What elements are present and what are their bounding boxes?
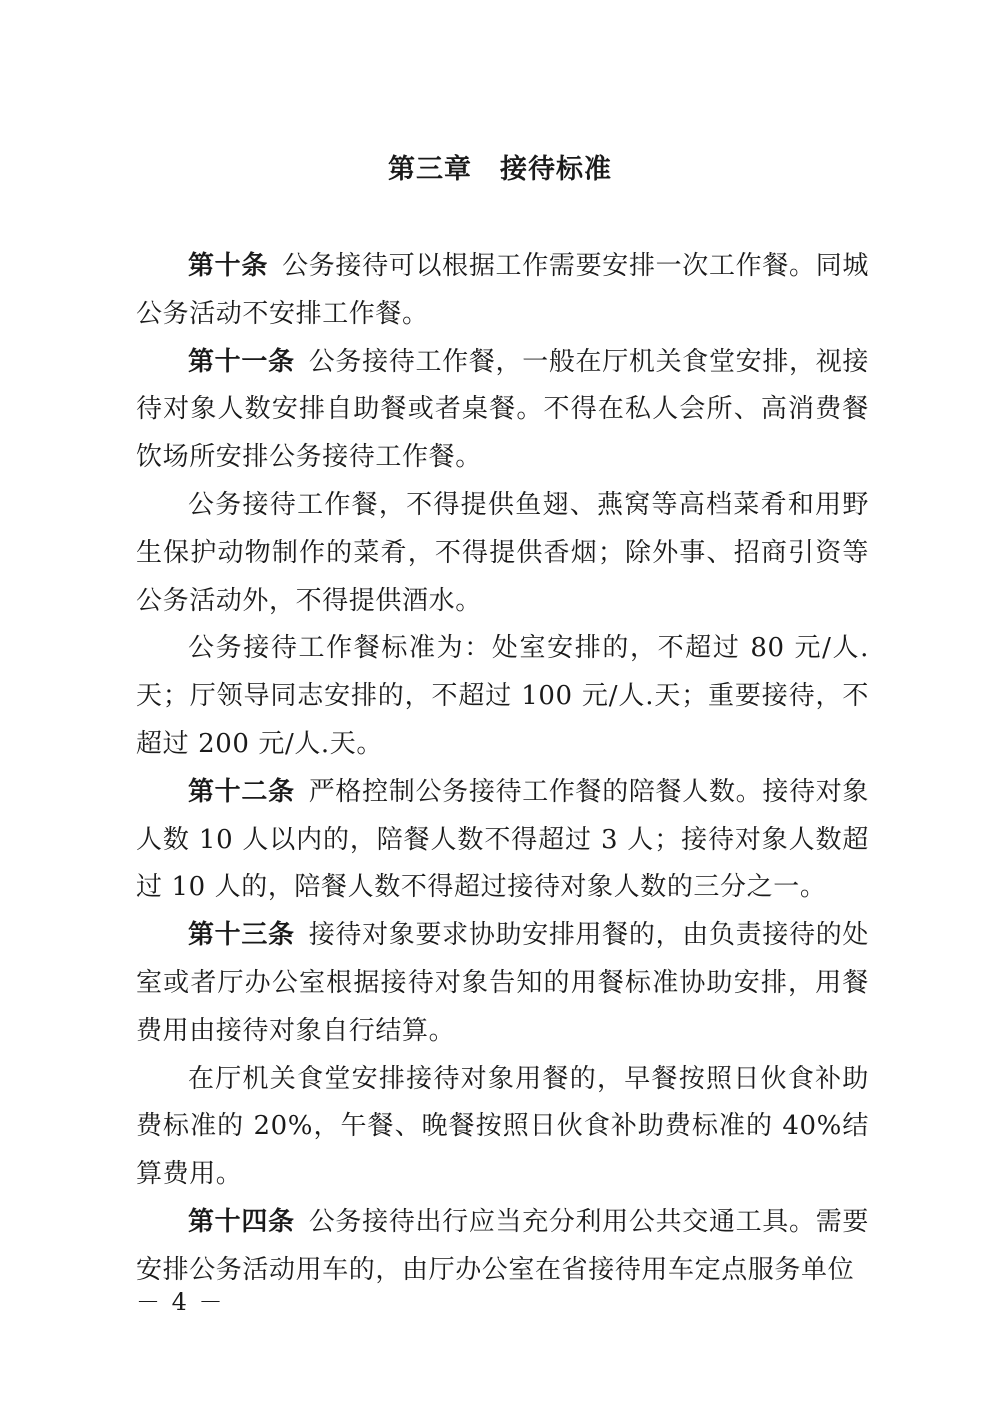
paragraph-canteen-settlement xyxy=(136,1056,869,1199)
document-body xyxy=(136,243,869,1295)
article-number: 第十三条 xyxy=(188,920,295,951)
chapter-title: 第三章 接待标准 xyxy=(388,154,612,185)
paragraph-article-14 xyxy=(136,1199,869,1295)
paragraph-article-11 xyxy=(136,339,869,482)
paragraph-text: 公务接待工作餐，一般在厅机关食堂安排，视接待对象人数安排自助餐或者桌餐。不得在私人会所、高消费餐饮场所安排公务接待工作餐。 xyxy=(136,346,869,473)
paragraph-article-10 xyxy=(136,243,869,339)
paragraph-text: 公务接待工作餐标准为：处室安排的，不超过 80 元/人.天；厅领导同志安排的，不超过 100 元/人.天；重要接待，不超过 200 元/人.天。 xyxy=(136,633,869,759)
paragraph-text: 公务接待可以根据工作需要安排一次工作餐。同城公务活动不安排工作餐。 xyxy=(136,251,869,329)
paragraph-meal-restrictions xyxy=(136,482,869,625)
paragraph-text: 公务接待工作餐，不得提供鱼翅、燕窝等高档菜肴和用野生保护动物制作的菜肴，不得提供香烟；除外事、招商引资等公务活动外，不得提供酒水。 xyxy=(136,489,869,616)
paragraph-meal-standards xyxy=(136,625,869,768)
article-number: 第十四条 xyxy=(188,1206,295,1237)
paragraph-text: 在厅机关食堂安排接待对象用餐的，早餐按照日伙食补助费标准的 20%，午餐、晚餐按照日伙食补助费标准的 40%结算费用。 xyxy=(136,1063,869,1190)
paragraph-article-13 xyxy=(136,912,869,1055)
paragraph-text: 接待对象要求协助安排用餐的，由负责接待的处室或者厅办公室根据接待对象告知的用餐标准协助安排，用餐费用由接待对象自行结算。 xyxy=(136,920,869,1046)
paragraph-article-12 xyxy=(136,769,869,912)
paragraph-text: 严格控制公务接待工作餐的陪餐人数。接待对象人数 10 人以内的，陪餐人数不得超过 3 人；接待对象人数超过 10 人的，陪餐人数不得超过接待对象人数的三分之一。 xyxy=(136,776,869,903)
article-number: 第十一条 xyxy=(188,346,295,377)
page-number: － 4 － xyxy=(136,1288,225,1316)
article-number: 第十二条 xyxy=(188,776,295,807)
paragraph-text: 公务接待出行应当充分利用公共交通工具。需要安排公务活动用车的，由厅办公室在省接待用车定点服务单位 xyxy=(136,1206,869,1285)
article-number: 第十条 xyxy=(188,251,269,281)
